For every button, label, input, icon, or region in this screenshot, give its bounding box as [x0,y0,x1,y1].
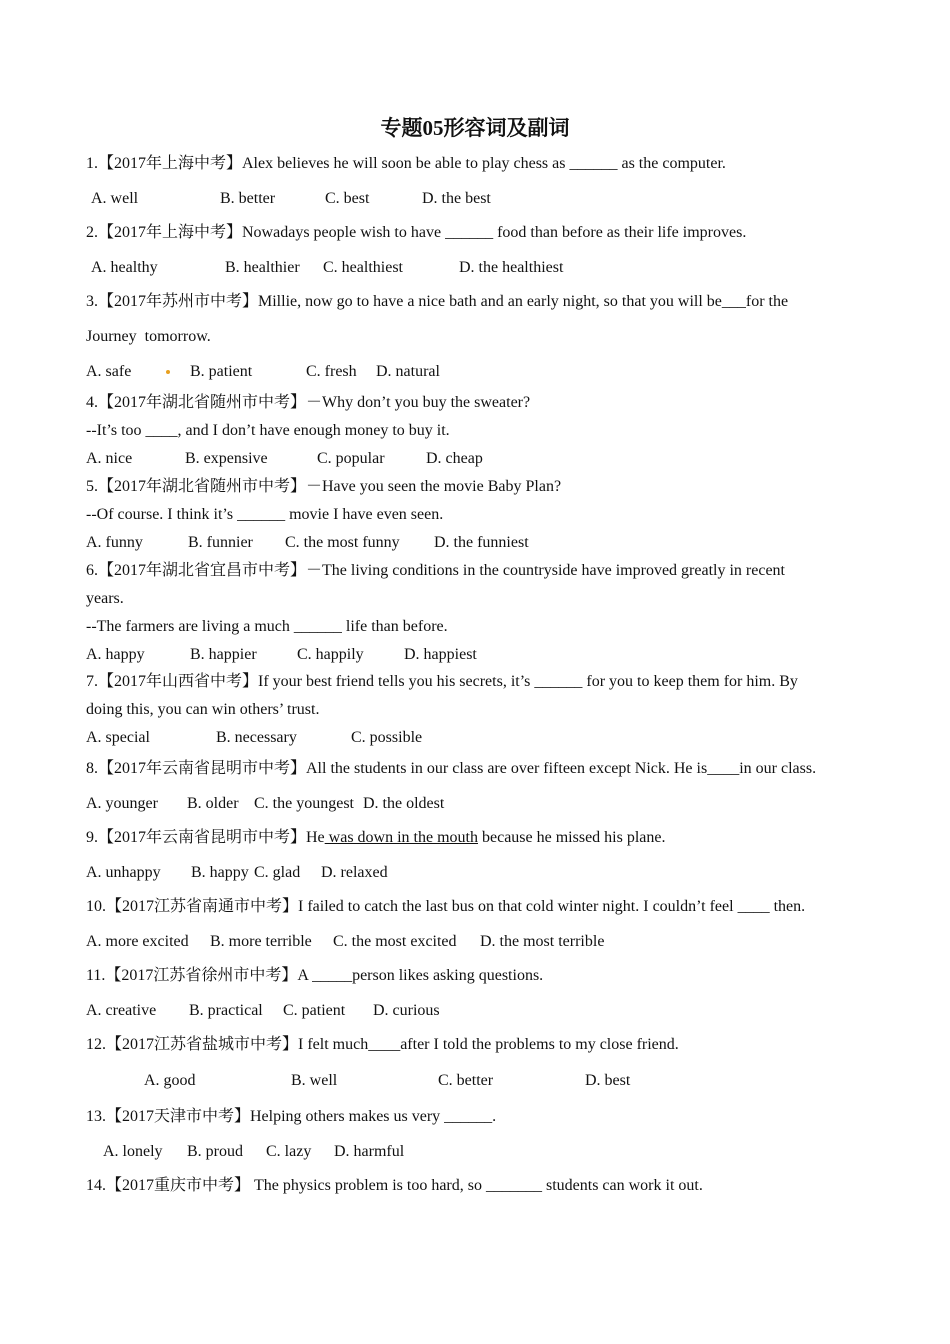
q12-option-d: D. best [585,1072,631,1089]
q3-option-a: A. safe [86,363,132,380]
q9-option-b: B. happy [191,864,249,881]
q12-option-c: C. better [438,1072,494,1089]
q8-option-c: C. the youngest [254,795,354,812]
q2-option-d: D. the healthiest [459,259,564,276]
question-6-text-cont: years. [86,590,124,607]
q9-option-a: A. unhappy [86,864,161,881]
question-5-dialog: --Of course. I think it’s ______ movie I have even seen. [86,506,444,523]
q9-prefix: 9.【2017年云南省昆明市中考】He [86,829,325,846]
q2-option-c: C. healthiest [323,259,403,276]
q4-option-a: A. nice [86,450,133,467]
q1-option-c: C. best [325,190,370,207]
q10-option-a: A. more excited [86,933,189,950]
q13-option-c: C. lazy [266,1143,312,1160]
stray-mark [166,370,170,374]
q3-option-d: D. natural [376,363,440,380]
q12-option-a: A. good [144,1072,196,1089]
q6-option-a: A. happy [86,646,145,663]
question-1-text: 1.【2017年上海中考】Alex believes he will soon be able to play chess as ______ as the computer. [86,155,726,172]
q7-option-a: A. special [86,729,150,746]
question-2-text: 2.【2017年上海中考】Nowadays people wish to have ______ food than before as their life improves. [86,224,747,241]
question-6-text: 6.【2017年湖北省宜昌市中考】－The living conditions in the countryside have improved greatly in recent [86,562,785,579]
q9-option-c: C. glad [254,864,301,881]
q7-option-c: C. possible [351,729,423,746]
question-7-text-cont: doing this, you can win others’ trust. [86,701,320,718]
q12-option-b: B. well [291,1072,338,1089]
q9-option-d: D. relaxed [321,864,388,881]
question-4-dialog: --It’s too ____, and I don’t have enough money to buy it. [86,422,450,439]
q4-option-c: C. popular [317,450,385,467]
q6-option-d: D. happiest [404,646,477,663]
q11-option-b: B. practical [189,1002,263,1019]
q13-option-d: D. harmful [334,1143,405,1160]
q1-option-a: A. well [91,190,139,207]
question-14-text: 14.【2017重庆市中考】 The physics problem is too hard, so _______ students can work it out. [86,1177,703,1194]
question-10-text: 10.【2017江苏省南通市中考】I failed to catch the last bus on that cold winter night. I couldn’t feel ____ then. [86,898,806,915]
question-8-text: 8.【2017年云南省昆明市中考】All the students in our class are over fifteen except Nick. He is____in our class. [86,760,817,777]
q11-option-a: A. creative [86,1002,157,1019]
q10-option-c: C. the most excited [333,933,457,950]
q3-option-c: C. fresh [306,363,357,380]
question-9-text [86,828,666,848]
q8-option-a: A. younger [86,795,158,812]
question-3-text: 3.【2017年苏州市中考】Millie, now go to have a nice bath and an early night, so that you will be___for the [86,293,789,310]
question-11-text: 11.【2017江苏省徐州市中考】A _____person likes asking questions. [86,967,544,984]
question-6-dialog: --The farmers are living a much ______ life than before. [86,618,448,635]
q1-option-d: D. the best [422,190,491,207]
q9-suffix: because he missed his plane. [478,829,666,846]
q1-option-b: B. better [220,190,276,207]
question-12-text: 12.【2017江苏省盐城市中考】I felt much____after I told the problems to my close friend. [86,1036,679,1053]
q5-option-d: D. the funniest [434,534,529,551]
question-5-text: 5.【2017年湖北省随州市中考】－Have you seen the movie Baby Plan? [86,478,562,495]
q7-option-b: B. necessary [216,729,297,746]
q8-option-b: B. older [187,795,239,812]
question-13-text: 13.【2017天津市中考】Helping others makes us very ______. [86,1108,497,1125]
question-3-text-cont: Journey tomorrow. [86,328,211,345]
q4-option-d: D. cheap [426,450,483,467]
q6-option-c: C. happily [297,646,364,663]
q10-option-b: B. more terrible [210,933,312,950]
q3-option-b: B. patient [190,363,253,380]
q11-option-d: D. curious [373,1002,440,1019]
q9-underlined-phrase: was down in the mouth [324,829,478,846]
q6-option-b: B. happier [190,646,257,663]
q2-option-a: A. healthy [91,259,158,276]
q13-option-b: B. proud [187,1143,243,1160]
question-7-text: 7.【2017年山西省中考】If your best friend tells you his secrets, it’s ______ for you to keep them for him. By [86,673,798,690]
q13-option-a: A. lonely [103,1143,163,1160]
q5-option-b: B. funnier [188,534,253,551]
q5-option-a: A. funny [86,534,143,551]
q11-option-c: C. patient [283,1002,346,1019]
q8-option-d: D. the oldest [363,795,445,812]
q10-option-d: D. the most terrible [480,933,605,950]
question-4-text: 4.【2017年湖北省随州市中考】－Why don’t you buy the sweater? [86,394,531,411]
q2-option-b: B. healthier [225,259,300,276]
q4-option-b: B. expensive [185,450,268,467]
q5-option-c: C. the most funny [285,534,400,551]
page-title: 专题05形容词及副词 [380,116,570,140]
